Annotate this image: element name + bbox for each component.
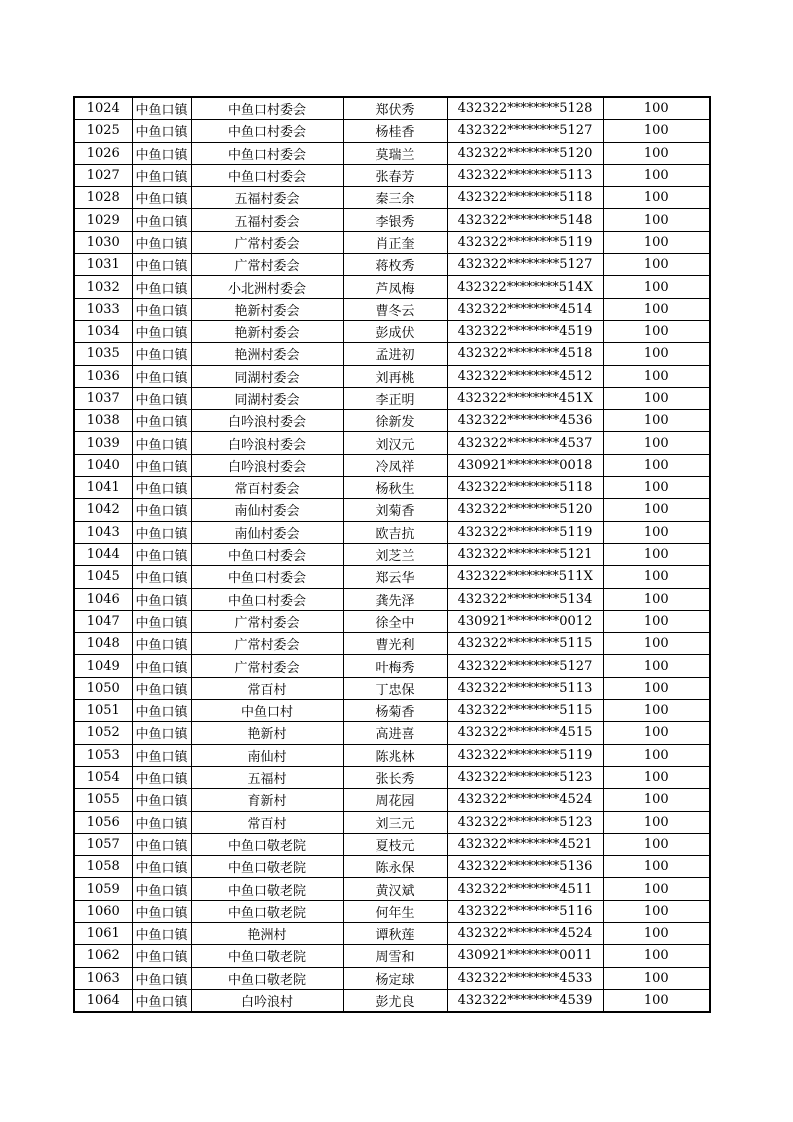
name-cell: 张长秀 [343, 766, 447, 788]
name-cell: 陈兆林 [343, 744, 447, 766]
name-cell: 郑伏秀 [343, 97, 447, 120]
amount-cell: 100 [603, 320, 710, 342]
town-cell: 中鱼口镇 [132, 209, 191, 231]
town-cell: 中鱼口镇 [132, 187, 191, 209]
row-number-cell: 1047 [74, 610, 132, 632]
table-row [74, 789, 710, 811]
row-number-cell: 1048 [74, 633, 132, 655]
town-cell: 中鱼口镇 [132, 789, 191, 811]
id-number-cell: 432322********511X [447, 566, 603, 588]
town-cell: 中鱼口镇 [132, 811, 191, 833]
row-number-cell: 1054 [74, 766, 132, 788]
row-number-cell: 1042 [74, 499, 132, 521]
row-number-cell: 1064 [74, 989, 132, 1012]
id-number-cell: 432322********5123 [447, 766, 603, 788]
name-cell: 刘再桃 [343, 365, 447, 387]
amount-cell: 100 [603, 365, 710, 387]
unit-cell: 五福村 [191, 766, 343, 788]
table-row [74, 543, 710, 565]
name-cell: 张春芳 [343, 164, 447, 186]
amount-cell: 100 [603, 410, 710, 432]
table-row [74, 387, 710, 409]
row-number-cell: 1027 [74, 164, 132, 186]
amount-cell: 100 [603, 967, 710, 989]
unit-cell: 常百村委会 [191, 477, 343, 499]
town-cell: 中鱼口镇 [132, 97, 191, 120]
id-number-cell: 432322********5118 [447, 477, 603, 499]
name-cell: 周花园 [343, 789, 447, 811]
roster-table-body [74, 97, 710, 1012]
town-cell: 中鱼口镇 [132, 722, 191, 744]
name-cell: 杨秋生 [343, 477, 447, 499]
unit-cell: 广常村委会 [191, 655, 343, 677]
name-cell: 芦凤梅 [343, 276, 447, 298]
unit-cell: 中鱼口村 [191, 700, 343, 722]
row-number-cell: 1060 [74, 900, 132, 922]
unit-cell: 艳洲村委会 [191, 343, 343, 365]
town-cell: 中鱼口镇 [132, 477, 191, 499]
table-row [74, 343, 710, 365]
town-cell: 中鱼口镇 [132, 276, 191, 298]
name-cell: 彭成伏 [343, 320, 447, 342]
amount-cell: 100 [603, 521, 710, 543]
table-row [74, 655, 710, 677]
id-number-cell: 432322********4536 [447, 410, 603, 432]
row-number-cell: 1032 [74, 276, 132, 298]
amount-cell: 100 [603, 722, 710, 744]
table-row [74, 945, 710, 967]
town-cell: 中鱼口镇 [132, 120, 191, 142]
row-number-cell: 1053 [74, 744, 132, 766]
unit-cell: 南仙村委会 [191, 499, 343, 521]
amount-cell: 100 [603, 878, 710, 900]
town-cell: 中鱼口镇 [132, 164, 191, 186]
town-cell: 中鱼口镇 [132, 633, 191, 655]
town-cell: 中鱼口镇 [132, 254, 191, 276]
unit-cell: 中鱼口村委会 [191, 543, 343, 565]
id-number-cell: 432322********4524 [447, 789, 603, 811]
unit-cell: 五福村委会 [191, 209, 343, 231]
table-row [74, 164, 710, 186]
id-number-cell: 432322********4524 [447, 922, 603, 944]
amount-cell: 100 [603, 142, 710, 164]
amount-cell: 100 [603, 789, 710, 811]
name-cell: 刘芝兰 [343, 543, 447, 565]
id-number-cell: 430921********0018 [447, 454, 603, 476]
name-cell: 叶梅秀 [343, 655, 447, 677]
row-number-cell: 1031 [74, 254, 132, 276]
table-row [74, 989, 710, 1012]
name-cell: 刘汉元 [343, 432, 447, 454]
id-number-cell: 432322********4518 [447, 343, 603, 365]
table-row [74, 744, 710, 766]
table-row [74, 722, 710, 744]
amount-cell: 100 [603, 588, 710, 610]
row-number-cell: 1029 [74, 209, 132, 231]
town-cell: 中鱼口镇 [132, 967, 191, 989]
id-number-cell: 430921********0011 [447, 945, 603, 967]
table-row [74, 320, 710, 342]
id-number-cell: 432322********5127 [447, 120, 603, 142]
town-cell: 中鱼口镇 [132, 543, 191, 565]
amount-cell: 100 [603, 633, 710, 655]
name-cell: 杨桂香 [343, 120, 447, 142]
town-cell: 中鱼口镇 [132, 878, 191, 900]
unit-cell: 艳新村委会 [191, 298, 343, 320]
town-cell: 中鱼口镇 [132, 856, 191, 878]
name-cell: 孟进初 [343, 343, 447, 365]
row-number-cell: 1058 [74, 856, 132, 878]
table-row [74, 477, 710, 499]
row-number-cell: 1050 [74, 677, 132, 699]
unit-cell: 中鱼口敬老院 [191, 878, 343, 900]
id-number-cell: 432322********4533 [447, 967, 603, 989]
table-row [74, 766, 710, 788]
name-cell: 郑云华 [343, 566, 447, 588]
unit-cell: 白吟浪村 [191, 989, 343, 1012]
name-cell: 周雪和 [343, 945, 447, 967]
town-cell: 中鱼口镇 [132, 142, 191, 164]
amount-cell: 100 [603, 700, 710, 722]
table-row [74, 878, 710, 900]
unit-cell: 艳洲村 [191, 922, 343, 944]
name-cell: 莫瑞兰 [343, 142, 447, 164]
row-number-cell: 1063 [74, 967, 132, 989]
id-number-cell: 432322********5116 [447, 900, 603, 922]
amount-cell: 100 [603, 343, 710, 365]
name-cell: 秦三余 [343, 187, 447, 209]
id-number-cell: 432322********5128 [447, 97, 603, 120]
amount-cell: 100 [603, 477, 710, 499]
row-number-cell: 1059 [74, 878, 132, 900]
id-number-cell: 432322********5120 [447, 142, 603, 164]
town-cell: 中鱼口镇 [132, 766, 191, 788]
row-number-cell: 1026 [74, 142, 132, 164]
unit-cell: 中鱼口村委会 [191, 97, 343, 120]
amount-cell: 100 [603, 811, 710, 833]
id-number-cell: 430921********0012 [447, 610, 603, 632]
id-number-cell: 432322********5121 [447, 543, 603, 565]
town-cell: 中鱼口镇 [132, 833, 191, 855]
amount-cell: 100 [603, 833, 710, 855]
table-row [74, 254, 710, 276]
unit-cell: 艳新村委会 [191, 320, 343, 342]
row-number-cell: 1056 [74, 811, 132, 833]
unit-cell: 中鱼口村委会 [191, 120, 343, 142]
row-number-cell: 1044 [74, 543, 132, 565]
name-cell: 彭尤良 [343, 989, 447, 1012]
town-cell: 中鱼口镇 [132, 231, 191, 253]
name-cell: 欧吉抗 [343, 521, 447, 543]
table-row [74, 521, 710, 543]
amount-cell: 100 [603, 120, 710, 142]
table-row [74, 298, 710, 320]
amount-cell: 100 [603, 164, 710, 186]
id-number-cell: 432322********5148 [447, 209, 603, 231]
amount-cell: 100 [603, 543, 710, 565]
name-cell: 李银秀 [343, 209, 447, 231]
row-number-cell: 1024 [74, 97, 132, 120]
table-row [74, 811, 710, 833]
table-row [74, 677, 710, 699]
town-cell: 中鱼口镇 [132, 521, 191, 543]
name-cell: 夏枝元 [343, 833, 447, 855]
row-number-cell: 1034 [74, 320, 132, 342]
town-cell: 中鱼口镇 [132, 588, 191, 610]
unit-cell: 广常村委会 [191, 254, 343, 276]
id-number-cell: 432322********4519 [447, 320, 603, 342]
id-number-cell: 432322********451X [447, 387, 603, 409]
id-number-cell: 432322********5119 [447, 231, 603, 253]
unit-cell: 南仙村委会 [191, 521, 343, 543]
amount-cell: 100 [603, 610, 710, 632]
id-number-cell: 432322********5113 [447, 677, 603, 699]
id-number-cell: 432322********4515 [447, 722, 603, 744]
town-cell: 中鱼口镇 [132, 298, 191, 320]
town-cell: 中鱼口镇 [132, 343, 191, 365]
table-row [74, 209, 710, 231]
town-cell: 中鱼口镇 [132, 566, 191, 588]
unit-cell: 同湖村委会 [191, 365, 343, 387]
row-number-cell: 1030 [74, 231, 132, 253]
table-row [74, 566, 710, 588]
unit-cell: 同湖村委会 [191, 387, 343, 409]
amount-cell: 100 [603, 209, 710, 231]
unit-cell: 白吟浪村委会 [191, 454, 343, 476]
table-row [74, 97, 710, 120]
unit-cell: 五福村委会 [191, 187, 343, 209]
table-row [74, 967, 710, 989]
amount-cell: 100 [603, 655, 710, 677]
row-number-cell: 1046 [74, 588, 132, 610]
name-cell: 刘菊香 [343, 499, 447, 521]
row-number-cell: 1055 [74, 789, 132, 811]
town-cell: 中鱼口镇 [132, 387, 191, 409]
name-cell: 丁忠保 [343, 677, 447, 699]
unit-cell: 白吟浪村委会 [191, 432, 343, 454]
unit-cell: 艳新村 [191, 722, 343, 744]
id-number-cell: 432322********5119 [447, 521, 603, 543]
name-cell: 谭秋莲 [343, 922, 447, 944]
amount-cell: 100 [603, 499, 710, 521]
unit-cell: 广常村委会 [191, 610, 343, 632]
row-number-cell: 1062 [74, 945, 132, 967]
table-row [74, 610, 710, 632]
amount-cell: 100 [603, 856, 710, 878]
town-cell: 中鱼口镇 [132, 432, 191, 454]
amount-cell: 100 [603, 677, 710, 699]
row-number-cell: 1036 [74, 365, 132, 387]
name-cell: 龚先泽 [343, 588, 447, 610]
town-cell: 中鱼口镇 [132, 499, 191, 521]
table-row [74, 187, 710, 209]
amount-cell: 100 [603, 97, 710, 120]
unit-cell: 南仙村 [191, 744, 343, 766]
id-number-cell: 432322********514X [447, 276, 603, 298]
id-number-cell: 432322********4511 [447, 878, 603, 900]
amount-cell: 100 [603, 187, 710, 209]
unit-cell: 中鱼口敬老院 [191, 900, 343, 922]
table-row [74, 700, 710, 722]
table-row [74, 922, 710, 944]
row-number-cell: 1028 [74, 187, 132, 209]
town-cell: 中鱼口镇 [132, 365, 191, 387]
town-cell: 中鱼口镇 [132, 677, 191, 699]
table-row [74, 900, 710, 922]
name-cell: 徐新发 [343, 410, 447, 432]
id-number-cell: 432322********5119 [447, 744, 603, 766]
town-cell: 中鱼口镇 [132, 922, 191, 944]
town-cell: 中鱼口镇 [132, 410, 191, 432]
unit-cell: 白吟浪村委会 [191, 410, 343, 432]
table-row [74, 588, 710, 610]
id-number-cell: 432322********5118 [447, 187, 603, 209]
row-number-cell: 1040 [74, 454, 132, 476]
table-row [74, 833, 710, 855]
name-cell: 曹光利 [343, 633, 447, 655]
town-cell: 中鱼口镇 [132, 454, 191, 476]
id-number-cell: 432322********5115 [447, 633, 603, 655]
amount-cell: 100 [603, 922, 710, 944]
id-number-cell: 432322********5113 [447, 164, 603, 186]
id-number-cell: 432322********5136 [447, 856, 603, 878]
amount-cell: 100 [603, 744, 710, 766]
table-row [74, 633, 710, 655]
row-number-cell: 1025 [74, 120, 132, 142]
amount-cell: 100 [603, 387, 710, 409]
table-row [74, 120, 710, 142]
name-cell: 李正明 [343, 387, 447, 409]
table-row [74, 454, 710, 476]
unit-cell: 中鱼口敬老院 [191, 945, 343, 967]
town-cell: 中鱼口镇 [132, 945, 191, 967]
roster-table [73, 96, 711, 1013]
unit-cell: 常百村 [191, 811, 343, 833]
name-cell: 冷凤祥 [343, 454, 447, 476]
unit-cell: 广常村委会 [191, 231, 343, 253]
amount-cell: 100 [603, 254, 710, 276]
table-row [74, 856, 710, 878]
amount-cell: 100 [603, 900, 710, 922]
row-number-cell: 1052 [74, 722, 132, 744]
row-number-cell: 1037 [74, 387, 132, 409]
row-number-cell: 1039 [74, 432, 132, 454]
amount-cell: 100 [603, 945, 710, 967]
town-cell: 中鱼口镇 [132, 744, 191, 766]
name-cell: 曹冬云 [343, 298, 447, 320]
town-cell: 中鱼口镇 [132, 900, 191, 922]
table-row [74, 276, 710, 298]
row-number-cell: 1035 [74, 343, 132, 365]
id-number-cell: 432322********5123 [447, 811, 603, 833]
id-number-cell: 432322********4521 [447, 833, 603, 855]
amount-cell: 100 [603, 989, 710, 1012]
name-cell: 黄汉斌 [343, 878, 447, 900]
row-number-cell: 1061 [74, 922, 132, 944]
amount-cell: 100 [603, 276, 710, 298]
id-number-cell: 432322********4512 [447, 365, 603, 387]
row-number-cell: 1041 [74, 477, 132, 499]
name-cell: 蒋枚秀 [343, 254, 447, 276]
id-number-cell: 432322********4539 [447, 989, 603, 1012]
unit-cell: 中鱼口村委会 [191, 164, 343, 186]
id-number-cell: 432322********5127 [447, 655, 603, 677]
row-number-cell: 1043 [74, 521, 132, 543]
row-number-cell: 1045 [74, 566, 132, 588]
unit-cell: 广常村委会 [191, 633, 343, 655]
table-row [74, 365, 710, 387]
name-cell: 肖正奎 [343, 231, 447, 253]
row-number-cell: 1049 [74, 655, 132, 677]
row-number-cell: 1051 [74, 700, 132, 722]
town-cell: 中鱼口镇 [132, 320, 191, 342]
table-row [74, 231, 710, 253]
unit-cell: 育新村 [191, 789, 343, 811]
name-cell: 陈永保 [343, 856, 447, 878]
row-number-cell: 1033 [74, 298, 132, 320]
unit-cell: 中鱼口村委会 [191, 142, 343, 164]
town-cell: 中鱼口镇 [132, 989, 191, 1012]
table-row [74, 142, 710, 164]
name-cell: 刘三元 [343, 811, 447, 833]
id-number-cell: 432322********4514 [447, 298, 603, 320]
name-cell: 杨菊香 [343, 700, 447, 722]
amount-cell: 100 [603, 766, 710, 788]
unit-cell: 中鱼口村委会 [191, 588, 343, 610]
id-number-cell: 432322********4537 [447, 432, 603, 454]
town-cell: 中鱼口镇 [132, 700, 191, 722]
row-number-cell: 1038 [74, 410, 132, 432]
unit-cell: 中鱼口敬老院 [191, 967, 343, 989]
unit-cell: 小北洲村委会 [191, 276, 343, 298]
name-cell: 杨定球 [343, 967, 447, 989]
unit-cell: 中鱼口敬老院 [191, 833, 343, 855]
amount-cell: 100 [603, 432, 710, 454]
amount-cell: 100 [603, 454, 710, 476]
table-row [74, 432, 710, 454]
amount-cell: 100 [603, 298, 710, 320]
amount-cell: 100 [603, 566, 710, 588]
id-number-cell: 432322********5120 [447, 499, 603, 521]
row-number-cell: 1057 [74, 833, 132, 855]
id-number-cell: 432322********5127 [447, 254, 603, 276]
town-cell: 中鱼口镇 [132, 655, 191, 677]
table-row [74, 410, 710, 432]
town-cell: 中鱼口镇 [132, 610, 191, 632]
amount-cell: 100 [603, 231, 710, 253]
id-number-cell: 432322********5115 [447, 700, 603, 722]
name-cell: 何年生 [343, 900, 447, 922]
name-cell: 高进喜 [343, 722, 447, 744]
name-cell: 徐全中 [343, 610, 447, 632]
unit-cell: 常百村 [191, 677, 343, 699]
id-number-cell: 432322********5134 [447, 588, 603, 610]
table-row [74, 499, 710, 521]
unit-cell: 中鱼口敬老院 [191, 856, 343, 878]
unit-cell: 中鱼口村委会 [191, 566, 343, 588]
